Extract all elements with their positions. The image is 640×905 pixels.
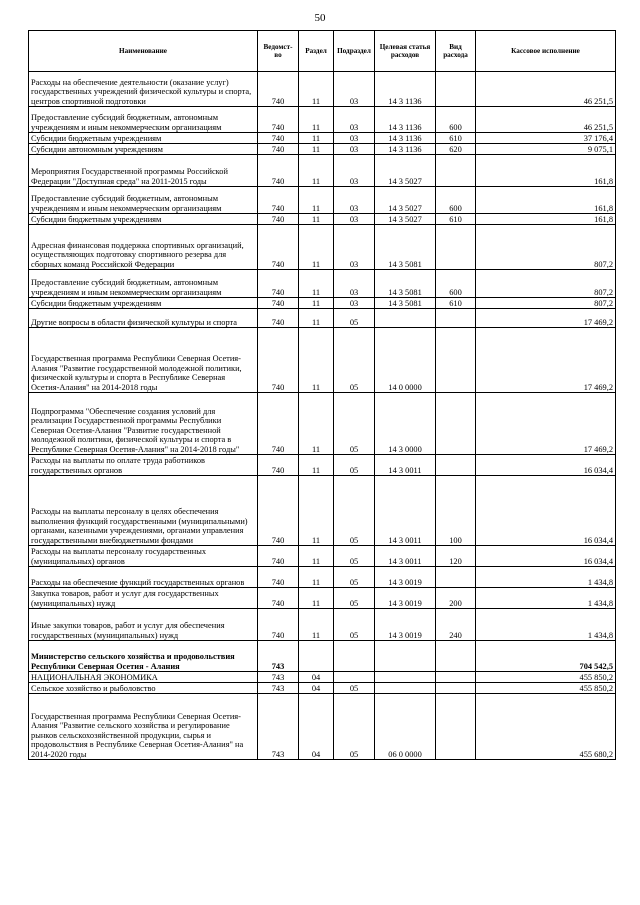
cell-podrazdel: 03 — [334, 107, 375, 133]
cell-vedomstvo: 740 — [258, 187, 299, 214]
cell-vedomstvo: 740 — [258, 588, 299, 609]
cell-target-article — [375, 683, 436, 694]
cell-name: Государственная программа Республики Северная Осетия-Алания "Развитие государственной молодежной политики, физической культуры и спорта в Республике Северная Осетия-Алания" на 2014-2018 годы — [29, 328, 258, 393]
cell-vedomstvo: 740 — [258, 298, 299, 309]
cell-cash-execution: 1 434,8 — [476, 588, 616, 609]
cell-name: Предоставление субсидий бюджетным, автономным учреждениям и иным некоммерческим организациям — [29, 270, 258, 298]
cell-name: Предоставление субсидий бюджетным, автономным учреждениям и иным некоммерческим организациям — [29, 187, 258, 214]
cell-expense-type — [436, 455, 476, 476]
cell-expense-type — [436, 155, 476, 187]
cell-razdel: 11 — [299, 107, 334, 133]
table-row — [29, 546, 616, 567]
cell-cash-execution: 807,2 — [476, 225, 616, 270]
cell-vedomstvo: 740 — [258, 455, 299, 476]
table-row — [29, 309, 616, 328]
cell-podrazdel: 03 — [334, 270, 375, 298]
cell-vedomstvo: 743 — [258, 694, 299, 760]
cell-cash-execution: 37 176,4 — [476, 133, 616, 144]
header-target-article: Целевая статья расходов — [375, 31, 436, 72]
cell-name: Государственная программа Республики Северная Осетия-Алания "Развитие сельского хозяйства и регулирование рынков сельскохозяйственной продукции, сырья и продовольствия в Республике Северная Осетия-Алания" на 2014-2020 годы — [29, 694, 258, 760]
cell-razdel: 11 — [299, 298, 334, 309]
cell-podrazdel — [334, 641, 375, 672]
cell-name: Субсидии автономным учреждениям — [29, 144, 258, 155]
cell-podrazdel: 05 — [334, 546, 375, 567]
cell-expense-type: 610 — [436, 133, 476, 144]
table-row — [29, 298, 616, 309]
cell-razdel: 11 — [299, 588, 334, 609]
cell-podrazdel: 03 — [334, 214, 375, 225]
header-name: Наименование — [29, 31, 258, 72]
cell-podrazdel — [334, 672, 375, 683]
cell-target-article: 14 3 0011 — [375, 476, 436, 546]
cell-expense-type: 600 — [436, 187, 476, 214]
cell-name: Сельское хозяйство и рыболовство — [29, 683, 258, 694]
cell-target-article: 14 3 1136 — [375, 133, 436, 144]
cell-razdel: 11 — [299, 328, 334, 393]
header-cash-execution: Кассовое исполнение — [476, 31, 616, 72]
cell-cash-execution: 46 251,5 — [476, 72, 616, 107]
header-expense-type: Вид расхода — [436, 31, 476, 72]
cell-name: Расходы на выплаты персоналу государственных (муниципальных) органов — [29, 546, 258, 567]
cell-vedomstvo: 740 — [258, 328, 299, 393]
table-row — [29, 694, 616, 760]
cell-razdel: 11 — [299, 567, 334, 588]
header-razdel: Раздел — [299, 31, 334, 72]
cell-expense-type: 200 — [436, 588, 476, 609]
table-row — [29, 133, 616, 144]
cell-name: Предоставление субсидий бюджетным, автономным учреждениям и иным некоммерческим организациям — [29, 107, 258, 133]
cell-vedomstvo: 740 — [258, 214, 299, 225]
cell-target-article: 14 3 5081 — [375, 270, 436, 298]
cell-podrazdel: 03 — [334, 72, 375, 107]
cell-expense-type: 100 — [436, 476, 476, 546]
cell-vedomstvo: 740 — [258, 476, 299, 546]
cell-target-article: 14 3 1136 — [375, 144, 436, 155]
table-row — [29, 225, 616, 270]
table-row — [29, 455, 616, 476]
table-row — [29, 609, 616, 641]
cell-target-article — [375, 641, 436, 672]
cell-vedomstvo: 743 — [258, 641, 299, 672]
cell-razdel: 04 — [299, 694, 334, 760]
cell-razdel — [299, 641, 334, 672]
cell-cash-execution: 17 469,2 — [476, 328, 616, 393]
cell-expense-type — [436, 567, 476, 588]
cell-razdel: 11 — [299, 476, 334, 546]
table-row — [29, 672, 616, 683]
cell-expense-type: 600 — [436, 270, 476, 298]
cell-name: Мероприятия Государственной программы Российской Федерации "Доступная среда" на 2011-2015 годы — [29, 155, 258, 187]
cell-target-article: 14 3 0019 — [375, 588, 436, 609]
cell-razdel: 11 — [299, 309, 334, 328]
cell-name: Субсидии бюджетным учреждениям — [29, 298, 258, 309]
cell-expense-type — [436, 72, 476, 107]
cell-razdel: 11 — [299, 187, 334, 214]
cell-cash-execution: 807,2 — [476, 298, 616, 309]
cell-expense-type — [436, 225, 476, 270]
budget-execution-table — [28, 30, 616, 760]
cell-expense-type: 610 — [436, 214, 476, 225]
cell-cash-execution: 17 469,2 — [476, 393, 616, 455]
cell-vedomstvo: 740 — [258, 609, 299, 641]
cell-expense-type — [436, 393, 476, 455]
cell-expense-type: 240 — [436, 609, 476, 641]
page-number: 50 — [314, 12, 326, 24]
cell-cash-execution: 455 850,2 — [476, 672, 616, 683]
cell-expense-type — [436, 309, 476, 328]
cell-target-article: 14 3 1136 — [375, 107, 436, 133]
cell-vedomstvo: 743 — [258, 672, 299, 683]
cell-podrazdel: 05 — [334, 476, 375, 546]
table-row — [29, 155, 616, 187]
cell-cash-execution: 17 469,2 — [476, 309, 616, 328]
cell-name: Иные закупки товаров, работ и услуг для обеспечения государственных (муниципальных) нужд — [29, 609, 258, 641]
cell-name: Закупка товаров, работ и услуг для государственных (муниципальных) нужд — [29, 588, 258, 609]
cell-razdel: 11 — [299, 270, 334, 298]
cell-cash-execution: 16 034,4 — [476, 476, 616, 546]
cell-vedomstvo: 740 — [258, 393, 299, 455]
cell-podrazdel: 05 — [334, 328, 375, 393]
cell-target-article: 14 3 0000 — [375, 393, 436, 455]
cell-podrazdel: 05 — [334, 694, 375, 760]
cell-name: НАЦИОНАЛЬНАЯ ЭКОНОМИКА — [29, 672, 258, 683]
cell-target-article — [375, 672, 436, 683]
cell-cash-execution: 455 680,2 — [476, 694, 616, 760]
cell-podrazdel: 03 — [334, 155, 375, 187]
cell-expense-type: 120 — [436, 546, 476, 567]
cell-name: Субсидии бюджетным учреждениям — [29, 133, 258, 144]
cell-razdel: 04 — [299, 683, 334, 694]
cell-razdel: 11 — [299, 155, 334, 187]
cell-name: Другие вопросы в области физической культуры и спорта — [29, 309, 258, 328]
cell-target-article: 14 3 0011 — [375, 455, 436, 476]
cell-podrazdel: 05 — [334, 455, 375, 476]
cell-name: Адресная финансовая поддержка спортивных организаций, осуществляющих подготовку спортивного резерва для сборных команд Российской Федерации — [29, 225, 258, 270]
cell-vedomstvo: 740 — [258, 144, 299, 155]
cell-name: Подпрограмма "Обеспечение создания условий для реализации Государственной программы Республики Северная Осетия-Алания "Развитие государственной молодежной политики, физической культуры и спорта в Республике Северная Осетия-Алания" на 2014-2018 годы" — [29, 393, 258, 455]
cell-vedomstvo: 740 — [258, 155, 299, 187]
cell-name: Расходы на выплаты по оплате труда работников государственных органов — [29, 455, 258, 476]
cell-target-article: 14 3 1136 — [375, 72, 436, 107]
cell-vedomstvo: 743 — [258, 683, 299, 694]
cell-razdel: 11 — [299, 72, 334, 107]
cell-target-article: 14 3 0019 — [375, 609, 436, 641]
cell-razdel: 11 — [299, 546, 334, 567]
cell-target-article: 14 3 0011 — [375, 546, 436, 567]
cell-name: Расходы на выплаты персоналу в целях обеспечения выполнения функций государственными (муниципальными) органами, казенными учреждениями, органами управления государственными внебюджетными фондами — [29, 476, 258, 546]
table-row — [29, 567, 616, 588]
cell-razdel: 11 — [299, 393, 334, 455]
cell-target-article: 14 3 5027 — [375, 155, 436, 187]
cell-cash-execution: 704 542,5 — [476, 641, 616, 672]
cell-target-article: 14 3 0019 — [375, 567, 436, 588]
cell-name: Министерство сельского хозяйства и продовольствия Республики Северная Осетия - Алания — [29, 641, 258, 672]
cell-expense-type — [436, 683, 476, 694]
table-row — [29, 683, 616, 694]
cell-cash-execution: 1 434,8 — [476, 567, 616, 588]
cell-cash-execution: 161,8 — [476, 214, 616, 225]
table-row — [29, 393, 616, 455]
cell-razdel: 11 — [299, 609, 334, 641]
cell-target-article — [375, 309, 436, 328]
cell-vedomstvo: 740 — [258, 309, 299, 328]
cell-podrazdel: 05 — [334, 609, 375, 641]
cell-vedomstvo: 740 — [258, 225, 299, 270]
cell-podrazdel: 05 — [334, 393, 375, 455]
cell-expense-type — [436, 672, 476, 683]
cell-vedomstvo: 740 — [258, 567, 299, 588]
cell-cash-execution: 16 034,4 — [476, 455, 616, 476]
cell-expense-type — [436, 328, 476, 393]
cell-razdel: 11 — [299, 214, 334, 225]
cell-cash-execution: 807,2 — [476, 270, 616, 298]
cell-razdel: 04 — [299, 672, 334, 683]
table-row — [29, 328, 616, 393]
cell-cash-execution: 9 075,1 — [476, 144, 616, 155]
table-row — [29, 641, 616, 672]
cell-podrazdel: 05 — [334, 588, 375, 609]
cell-podrazdel: 03 — [334, 133, 375, 144]
table-row — [29, 107, 616, 133]
cell-razdel: 11 — [299, 144, 334, 155]
table-row — [29, 476, 616, 546]
cell-cash-execution: 161,8 — [476, 155, 616, 187]
cell-vedomstvo: 740 — [258, 107, 299, 133]
cell-target-article: 14 3 5081 — [375, 298, 436, 309]
cell-vedomstvo: 740 — [258, 133, 299, 144]
cell-podrazdel: 03 — [334, 225, 375, 270]
cell-podrazdel: 05 — [334, 309, 375, 328]
cell-name: Расходы на обеспечение деятельности (оказание услуг) государственных учреждений физической культуры и спорта, центров спортивной подготовки — [29, 72, 258, 107]
table-row — [29, 588, 616, 609]
cell-name: Расходы на обеспечение функций государственных органов — [29, 567, 258, 588]
table-header-row — [29, 31, 616, 72]
cell-vedomstvo: 740 — [258, 270, 299, 298]
cell-target-article: 14 3 5027 — [375, 214, 436, 225]
cell-expense-type: 610 — [436, 298, 476, 309]
table-row — [29, 144, 616, 155]
cell-vedomstvo: 740 — [258, 546, 299, 567]
cell-expense-type — [436, 641, 476, 672]
cell-razdel: 11 — [299, 225, 334, 270]
cell-expense-type: 620 — [436, 144, 476, 155]
cell-podrazdel: 05 — [334, 567, 375, 588]
table-row — [29, 214, 616, 225]
cell-podrazdel: 05 — [334, 683, 375, 694]
header-podrazdel: Подраздел — [334, 31, 375, 72]
cell-expense-type — [436, 694, 476, 760]
cell-vedomstvo: 740 — [258, 72, 299, 107]
table-row — [29, 72, 616, 107]
cell-cash-execution: 16 034,4 — [476, 546, 616, 567]
table-row — [29, 270, 616, 298]
cell-podrazdel: 03 — [334, 144, 375, 155]
cell-razdel: 11 — [299, 455, 334, 476]
cell-target-article: 06 0 0000 — [375, 694, 436, 760]
cell-cash-execution: 161,8 — [476, 187, 616, 214]
cell-cash-execution: 46 251,5 — [476, 107, 616, 133]
cell-name: Субсидии бюджетным учреждениям — [29, 214, 258, 225]
cell-razdel: 11 — [299, 133, 334, 144]
cell-podrazdel: 03 — [334, 187, 375, 214]
table-row — [29, 187, 616, 214]
cell-cash-execution: 1 434,8 — [476, 609, 616, 641]
cell-target-article: 14 3 5081 — [375, 225, 436, 270]
cell-cash-execution: 455 850,2 — [476, 683, 616, 694]
cell-target-article: 14 3 5027 — [375, 187, 436, 214]
header-vedomstvo: Ведомст-во — [258, 31, 299, 72]
cell-target-article: 14 0 0000 — [375, 328, 436, 393]
cell-expense-type: 600 — [436, 107, 476, 133]
cell-podrazdel: 03 — [334, 298, 375, 309]
